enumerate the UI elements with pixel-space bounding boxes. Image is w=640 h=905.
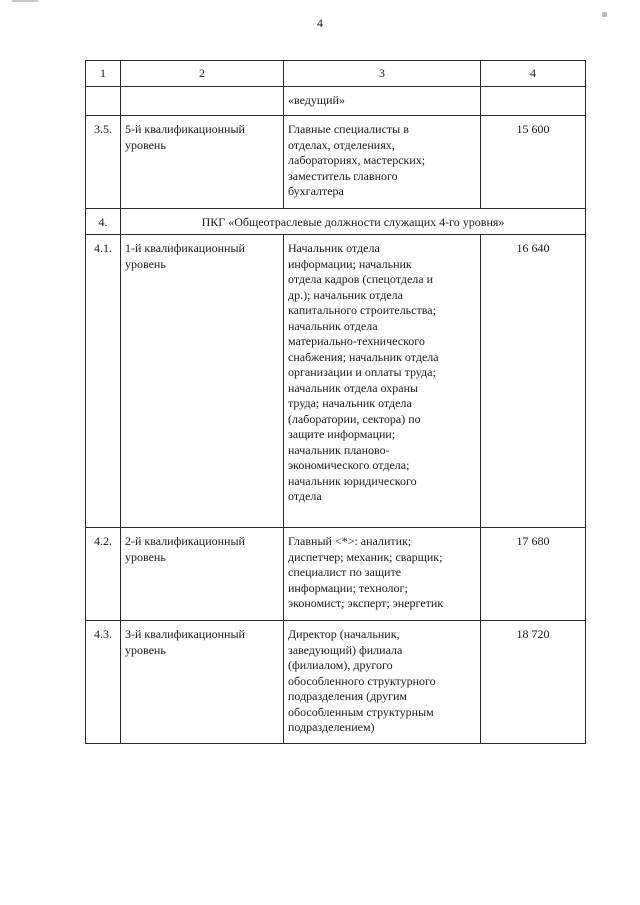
row-number: 3.5. — [86, 116, 121, 209]
salary-value: 17 680 — [481, 528, 586, 621]
positions-list: Директор (начальник, заведующий) филиала (филиалом), другого обособленного структурного подразделения (другим обособленным структурным подразделением) — [284, 621, 481, 744]
positions-list: Главные специалисты в отделах, отделениях, лабораториях, мастерских; заместитель главного бухгалтера — [284, 116, 481, 209]
group-row — [86, 209, 586, 235]
table-header-row — [86, 61, 586, 87]
header-cell-3: 3 — [284, 61, 481, 87]
row-number: 4.1. — [86, 235, 121, 528]
table-row — [86, 116, 586, 209]
scan-mark — [12, 0, 38, 2]
continued-position: «ведущий» — [284, 87, 481, 116]
row-number: 4.3. — [86, 621, 121, 744]
header-cell-1: 1 — [86, 61, 121, 87]
salary-value: 18 720 — [481, 621, 586, 744]
table-row — [86, 235, 586, 528]
group-title: ПКГ «Общеотраслевые должности служащих 4-го уровня» — [121, 209, 586, 235]
table-row — [86, 621, 586, 744]
page-number: 4 — [317, 16, 323, 30]
salary-value: 15 600 — [481, 116, 586, 209]
header-cell-2: 2 — [121, 61, 284, 87]
header-cell-4: 4 — [481, 61, 586, 87]
salary-table — [85, 60, 586, 744]
positions-list: Главный <*>: аналитик; диспетчер; механик; сварщик; специалист по защите информации; технолог; экономист; эксперт; энергетик — [284, 528, 481, 621]
positions-list: Начальник отдела информации; начальник отдела кадров (спецотдела и др.); начальник отдела капитального строительства; начальник отдела материально-технического снабжения; начальник отдела организации и оплаты труда; начальник отдела охраны труда; начальник отдела (лаборатории, сектора) по защите информации; начальник планово- экономического отдела; начальник юридического отдела — [284, 235, 481, 528]
salary-value: 16 640 — [481, 235, 586, 528]
group-number: 4. — [86, 209, 121, 235]
table-row — [86, 87, 586, 116]
qualification-level: 3-й квалификационный уровень — [121, 621, 284, 744]
qualification-level: 2-й квалификационный уровень — [121, 528, 284, 621]
row-number: 4.2. — [86, 528, 121, 621]
qualification-level: 5-й квалификационный уровень — [121, 116, 284, 209]
table-row — [86, 528, 586, 621]
qualification-level: 1-й квалификационный уровень — [121, 235, 284, 528]
